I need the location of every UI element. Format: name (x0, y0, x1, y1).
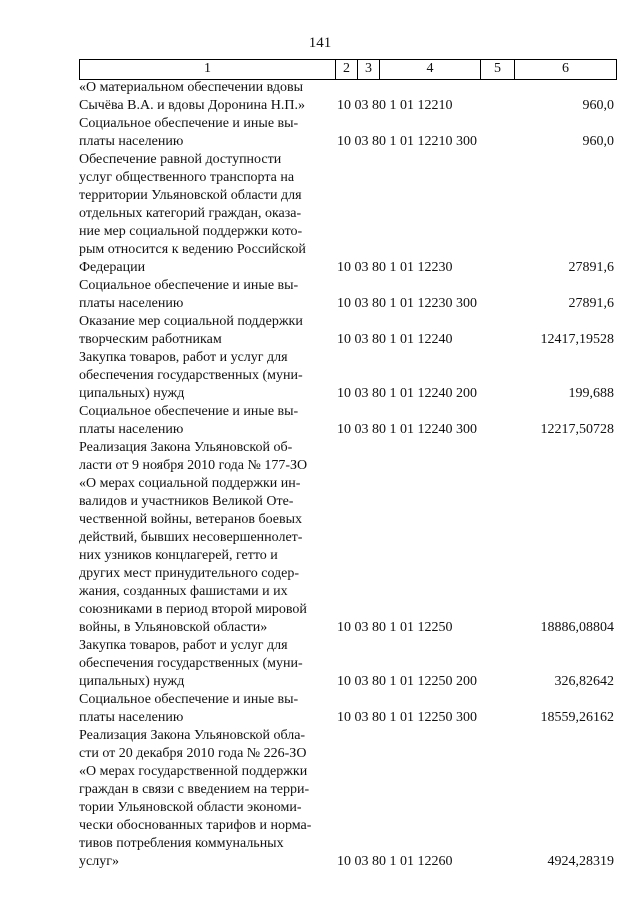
description-line: платы населению (79, 710, 184, 725)
description-line: чественной войны, ветеранов боевых (79, 512, 302, 527)
amount-value: 12217,50728 (540, 422, 614, 437)
table-header (79, 59, 617, 80)
description-line: Социальное обеспечение и иные вы- (79, 692, 299, 707)
table-row (79, 439, 614, 637)
row-description (79, 349, 334, 403)
header-col-1: 1 (80, 60, 336, 79)
table-row (79, 313, 614, 349)
description-line: Закупка товаров, работ и услуг для (79, 638, 288, 653)
description-line: граждан в связи с введением на терри- (79, 782, 310, 797)
description-line: «О мерах социальной поддержки ин- (79, 476, 301, 491)
row-description (79, 439, 334, 637)
description-line: Закупка товаров, работ и услуг для (79, 350, 288, 365)
amount-value: 18886,08804 (540, 620, 614, 635)
budget-classification-code: 10 03 80 1 01 12250 300 (337, 710, 477, 725)
description-line: Социальное обеспечение и иные вы- (79, 278, 299, 293)
budget-classification-code: 10 03 80 1 01 12250 200 (337, 674, 477, 689)
description-line: Социальное обеспечение и иные вы- (79, 404, 299, 419)
header-col-6: 6 (562, 61, 569, 76)
description-line: ние мер социальной поддержки кото- (79, 224, 303, 239)
header-col-3: 3 (358, 60, 380, 79)
description-line: Обеспечение равной доступности (79, 152, 282, 167)
amount-value: 960,0 (582, 134, 614, 149)
amount-value: 12417,19528 (540, 332, 614, 347)
amount-value: 4924,28319 (547, 854, 614, 869)
budget-classification-code: 10 03 80 1 01 12250 (337, 620, 453, 635)
description-line: тории Ульяновской области экономи- (79, 800, 302, 815)
row-description (79, 691, 334, 727)
description-line: Реализация Закона Ульяновской об- (79, 440, 293, 455)
description-line: валидов и участников Великой Оте- (79, 494, 294, 509)
description-line: ципальных) нужд (79, 386, 185, 401)
description-line: рым относится к ведению Российской (79, 242, 306, 257)
amount-value: 326,82642 (554, 674, 614, 689)
budget-table (79, 79, 614, 871)
description-line: обеспечения государственных (муни- (79, 368, 303, 383)
description-line: обеспечения государственных (муни- (79, 656, 303, 671)
description-line: других мест принудительного содер- (79, 566, 300, 581)
row-description (79, 727, 334, 871)
description-line: Федерации (79, 260, 146, 275)
description-line: Социальное обеспечение и иные вы- (79, 116, 299, 131)
budget-classification-code: 10 03 80 1 01 12240 200 (337, 386, 477, 401)
budget-classification-code: 10 03 80 1 01 12260 (337, 854, 453, 869)
description-line: платы населению (79, 422, 184, 437)
description-line: ласти от 9 ноября 2010 года № 177-ЗО (79, 458, 308, 473)
description-line: Реализация Закона Ульяновской обла- (79, 728, 306, 743)
description-line: «О мерах государственной поддержки (79, 764, 308, 779)
header-col-4: 4 (380, 60, 481, 79)
page-number: 141 (308, 35, 332, 51)
table-row (79, 349, 614, 403)
table-row (79, 727, 614, 871)
description-line: союзниками в период второй мировой (79, 602, 307, 617)
description-line: услуг» (79, 854, 119, 869)
table-row (79, 151, 614, 277)
amount-value: 960,0 (582, 98, 614, 113)
table-row (79, 277, 614, 313)
row-description (79, 313, 334, 349)
description-line: сти от 20 декабря 2010 года № 226-ЗО (79, 746, 307, 761)
row-description (79, 637, 334, 691)
description-line: платы населению (79, 134, 184, 149)
description-line: чески обоснованных тарифов и норма- (79, 818, 312, 833)
table-row (79, 403, 614, 439)
description-line: платы населению (79, 296, 184, 311)
budget-classification-code: 10 03 80 1 01 12210 (337, 98, 453, 113)
amount-value: 27891,6 (568, 260, 614, 275)
description-line: Сычёва В.А. и вдовы Доронина Н.П.» (79, 98, 305, 113)
description-line: них узников концлагерей, гетто и (79, 548, 278, 563)
description-line: отдельных категорий граждан, оказа- (79, 206, 302, 221)
row-description (79, 115, 334, 151)
row-description (79, 403, 334, 439)
budget-classification-code: 10 03 80 1 01 12210 300 (337, 134, 477, 149)
budget-classification-code: 10 03 80 1 01 12230 (337, 260, 453, 275)
description-line: Оказание мер социальной поддержки (79, 314, 303, 329)
table-row (79, 115, 614, 151)
row-description (79, 277, 334, 313)
budget-classification-code: 10 03 80 1 01 12240 (337, 332, 453, 347)
description-line: услуг общественного транспорта на (79, 170, 295, 185)
description-line: творческим работникам (79, 332, 222, 347)
description-line: «О материальном обеспечении вдовы (79, 80, 304, 95)
description-line: действий, бывших несовершеннолет- (79, 530, 303, 545)
table-row (79, 79, 614, 115)
description-line: тивов потребления коммунальных (79, 836, 284, 851)
header-col-2: 2 (336, 60, 358, 79)
budget-classification-code: 10 03 80 1 01 12240 300 (337, 422, 477, 437)
description-line: ципальных) нужд (79, 674, 185, 689)
row-description (79, 79, 334, 115)
description-line: войны, в Ульяновской области» (79, 620, 268, 635)
description-line: жания, созданных фашистами и их (79, 584, 288, 599)
row-description (79, 151, 334, 277)
amount-value: 199,688 (568, 386, 614, 401)
amount-value: 18559,26162 (540, 710, 614, 725)
description-line: территории Ульяновской области для (79, 188, 302, 203)
amount-value: 27891,6 (568, 296, 614, 311)
budget-classification-code: 10 03 80 1 01 12230 300 (337, 296, 477, 311)
table-row (79, 637, 614, 691)
table-row (79, 691, 614, 727)
header-col-5: 5 (481, 60, 515, 79)
